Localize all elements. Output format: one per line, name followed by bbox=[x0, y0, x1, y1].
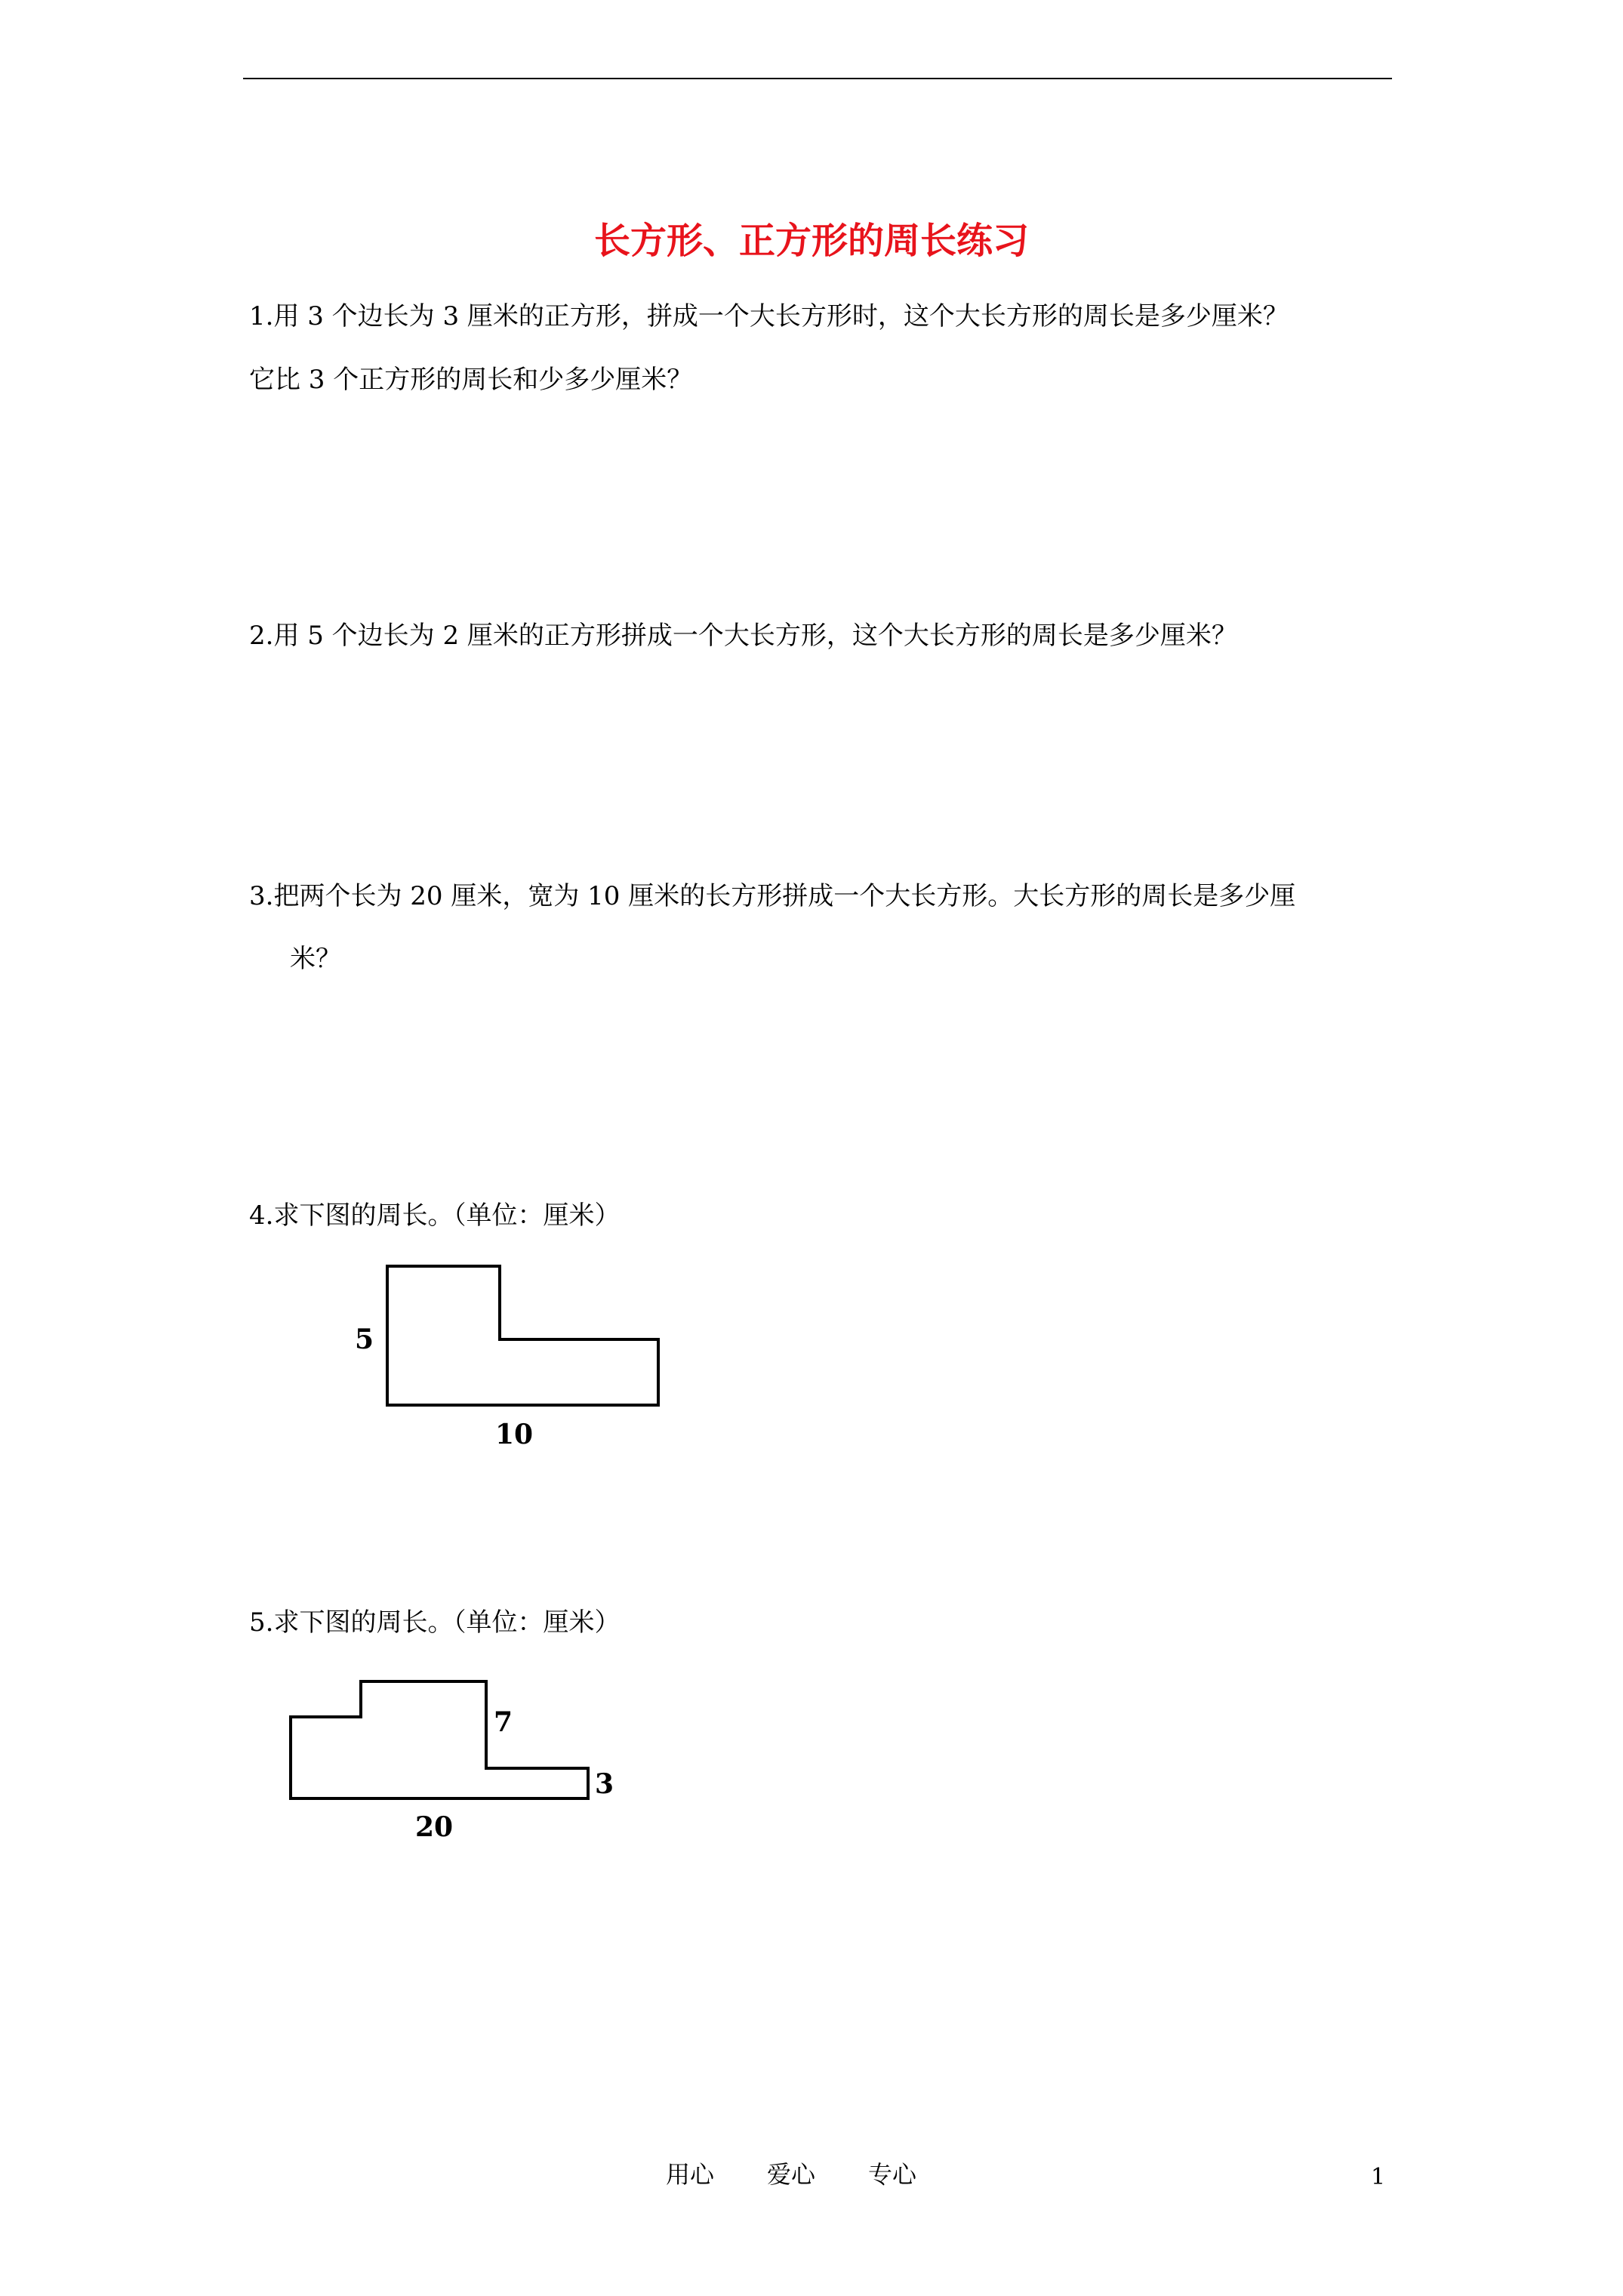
question-1-line-1: 1.用 3 个边长为 3 厘米的正方形，拼成一个大长方形时，这个大长方形的周长是多少厘米？ bbox=[249, 301, 1289, 331]
page-number: 1 bbox=[1371, 2164, 1386, 2190]
footer-motto-3: 专心 bbox=[868, 2160, 917, 2189]
header-rule bbox=[243, 78, 1392, 79]
question-4-figure bbox=[332, 1253, 694, 1450]
question-5-figure bbox=[272, 1669, 634, 1850]
question-1-line-2: 它比 3 个正方形的周长和少多少厘米？ bbox=[249, 365, 693, 395]
question-2-line-1: 2.用 5 个边长为 2 厘米的正方形拼成一个大长方形，这个大长方形的周长是多少厘米？ bbox=[249, 621, 1237, 651]
label-height-5: 5 bbox=[355, 1324, 374, 1355]
footer-motto-1: 用心 bbox=[666, 2160, 715, 2189]
footer-motto-2: 爱心 bbox=[767, 2160, 816, 2189]
label-width-10: 10 bbox=[495, 1419, 534, 1450]
label-side-7: 7 bbox=[494, 1706, 513, 1738]
footer-motto bbox=[666, 2158, 916, 2191]
stepped-shape-outline bbox=[291, 1681, 588, 1798]
l-shape-outline bbox=[387, 1266, 658, 1405]
question-5-line-1: 5.求下图的周长。（单位：厘米） bbox=[249, 1607, 621, 1638]
label-base-20: 20 bbox=[415, 1811, 454, 1843]
page-title: 长方形、正方形的周长练习 bbox=[593, 220, 1029, 262]
question-3-line-2: 米？ bbox=[290, 944, 341, 974]
question-4-line-1: 4.求下图的周长。（单位：厘米） bbox=[249, 1200, 621, 1231]
label-side-3: 3 bbox=[595, 1768, 614, 1800]
question-3-line-1: 3.把两个长为 20 厘米，宽为 10 厘米的长方形拼成一个大长方形。大长方形的周长是多少厘 bbox=[249, 881, 1296, 911]
